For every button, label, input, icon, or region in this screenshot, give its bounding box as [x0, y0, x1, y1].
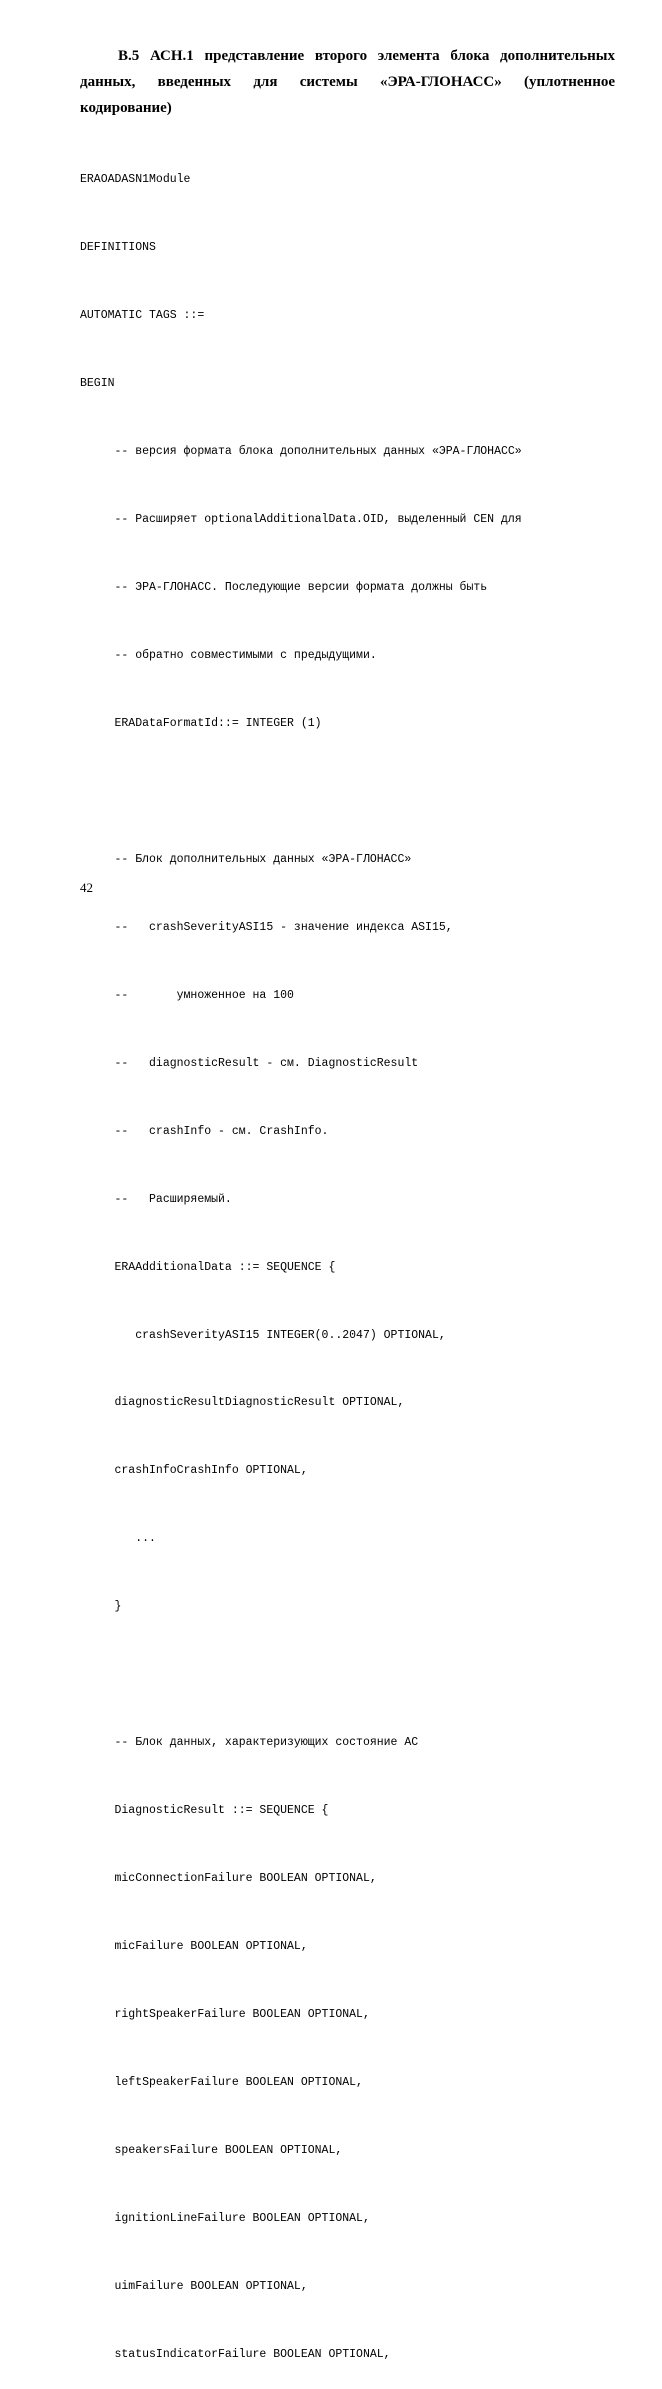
code-line: -- diagnosticResult - см. DiagnosticResult [80, 1056, 419, 1070]
code-line: -- Расширяет optionalAdditionalData.OID, выделенный CEN для [80, 513, 522, 527]
code-line: AUTOMATIC TAGS ::= [80, 309, 205, 323]
code-line: BEGIN [80, 377, 115, 391]
code-line: -- Блок данных, характеризующих состояние АС [80, 1736, 419, 1750]
code-line: micFailure BOOLEAN OPTIONAL, [80, 1940, 308, 1954]
page-number: 42 [80, 880, 93, 895]
code-line: leftSpeakerFailure BOOLEAN OPTIONAL, [80, 2076, 363, 2089]
code-line: micConnectionFailure BOOLEAN OPTIONAL, [80, 1872, 377, 1886]
code-line: speakersFailure BOOLEAN OPTIONAL, [80, 2143, 343, 2157]
code-line: crashInfoCrashInfo OPTIONAL, [80, 1464, 308, 1478]
code-line: ERADataFormatId::= INTEGER (1) [80, 716, 322, 730]
section-heading: В.5 АСН.1 представление второго элемента блока дополнительных данных, введенных для системы «ЭРА-ГЛОНАСС» (уплотненное кодирование) [80, 48, 615, 116]
code-line: ERAAdditionalData ::= SEQUENCE { [80, 1260, 336, 1274]
code-line: uimFailure BOOLEAN OPTIONAL, [80, 2279, 308, 2293]
code-line: -- crashInfo - см. CrashInfo. [80, 1124, 329, 1138]
code-line: statusIndicatorFailure BOOLEAN OPTIONAL, [80, 2347, 391, 2361]
code-line: rightSpeakerFailure BOOLEAN OPTIONAL, [80, 2008, 370, 2022]
code-line: -- Расширяемый. [80, 1192, 232, 1206]
code-line: -- Блок дополнительных данных «ЭРА-ГЛОНАСС» [80, 852, 412, 866]
asn1-code-block [80, 124, 640, 2389]
code-line: diagnosticResultDiagnosticResult OPTIONAL, [80, 1396, 405, 1410]
code-line: DEFINITIONS [80, 241, 156, 255]
code-line: -- ЭРА-ГЛОНАСС. Последующие версии формата должны быть [80, 581, 488, 595]
code-line: crashSeverityASI15 INTEGER(0..2047) OPTIONAL, [80, 1328, 446, 1342]
code-line [80, 781, 640, 804]
code-line: ignitionLineFailure BOOLEAN OPTIONAL, [80, 2211, 370, 2225]
code-line: } [80, 1600, 122, 1614]
code-line: -- версия формата блока дополнительных данных «ЭРА-ГЛОНАСС» [80, 445, 522, 459]
code-line [80, 1664, 640, 1687]
code-line: DiagnosticResult ::= SEQUENCE { [80, 1804, 329, 1818]
code-line: ... [80, 1532, 156, 1546]
code-line: -- умноженное на 100 [80, 988, 294, 1002]
code-line: ERAOADASN1Module [80, 173, 191, 187]
code-line: -- crashSeverityASI15 - значение индекса ASI15, [80, 920, 453, 934]
code-line: -- обратно совместимыми с предыдущими. [80, 648, 377, 662]
